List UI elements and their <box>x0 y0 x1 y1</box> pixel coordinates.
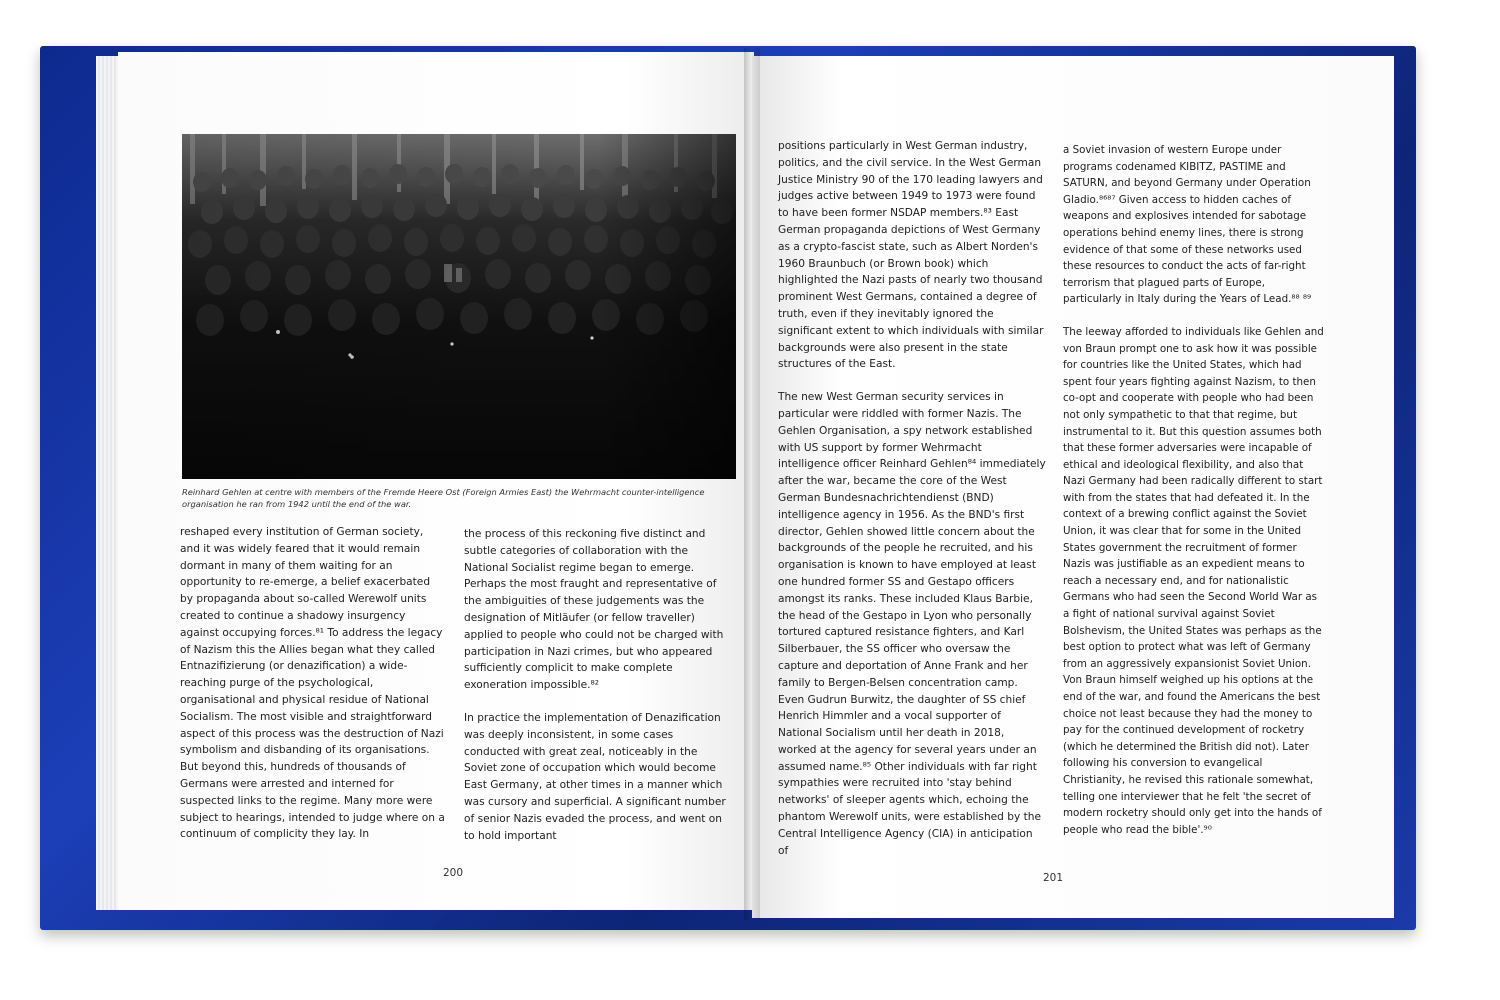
paragraph: a Soviet invasion of western Europe under programs codenamed KIBITZ, PASTIME and SATURN, and beyond Germany under Operation Gladio.⁸⁶⁸⁷ Given access to hidden caches of weapons and explosives intended for sabotage operations behind enemy lines, there is strong evidence of that some of these networks used these resources to conduct the acts of far-right terrorism that plagued parts of Europe, particularly in Italy during the Years of Lead.⁸⁸ ⁸⁹ <box>1063 144 1312 306</box>
book-spine <box>744 48 760 920</box>
photo-caption: Reinhard Gehlen at centre with members of the Fremde Heere Ost (Foreign Armies East) the Wehrmacht counter-intelligence organisation he ran from 1942 until the end of the war. <box>182 487 705 509</box>
paragraph: positions particularly in West German industry, politics, and the civil service. In the West German Justice Ministry 90 of the 170 leading lawyers and judges active between 1949 to 1973 were found to have been former NSDAP members.⁸³ East German propaganda depictions of West Germany as a crypto-fascist state, such as Albert Norden's 1960 Braunbuch (or Brown book) which highlighted the Nazi pasts of nearly two thousand prominent West Germans, contained a degree of truth, even if they inevitably ignored the significant extent to which individuals with similar backgrounds were also present in the state structures of the East. <box>778 140 1044 371</box>
paragraph: the process of this reckoning five distinct and subtle categories of collaboration with the National Socialist regime began to emerge. Perhaps the most fraught and representative of the ambiguities of these judgements was the designation of Mitläufer (or fellow traveller) applied to people who could not be charged with participation in Nazi crimes, but who appeared sufficiently complicit to make complete exoneration impossible.⁸² <box>464 528 724 692</box>
historical-photo <box>182 134 736 479</box>
page-number: 200 <box>443 867 464 879</box>
page-number: 201 <box>1043 872 1064 884</box>
paragraph: In practice the implementation of Denazification was deeply inconsistent, in some cases conducted with great zeal, noticeably in the Soviet zone of occupation which would become East Germany, at other times in a manner which was cursory and superficial. A significant number of senior Nazis evaded the process, and went on to hold important <box>464 711 726 842</box>
paragraph: The leeway afforded to individuals like Gehlen and von Braun prompt one to ask how it was possible for countries like the United States, which had spent four years fighting against Nazism, to then co-opt and cooperate with people who had been not only sympathetic to that that regime, but instrumental to it. But this question assumes both that these former adversaries were incapable of ethical and ideological flexibility, and also that Nazi Germany had been radically different to start with from the states that had defeated it. In the context of a brewing conflict against the Soviet Union, it was clear that for some in the United States government the recruitment of former Nazis was justifiable as an expedient means to reach a necessary end, and for nationalistic Germans who had seen the Second World War as a fight of national survival against Soviet Bolshevism, the United States was perhaps as the best option to protect what was left of Germany from an aggressively expansionist Soviet Union. Von Braun himself weighed up his options at the end of the war, and found the Americans the best choice not least because they had the money to pay for the continued development of rocketry (which he determined the British did not). Later following his conversion to evangelical Christianity, he revised this rationale somewhat, telling one interviewer that he felt 'the secret of modern rocketry should only get into the hands of people who read the bible'.⁹⁰ <box>1063 325 1324 836</box>
left-column-b <box>464 526 726 844</box>
right-column-b <box>1063 142 1325 838</box>
paragraph: reshaped every institution of German society, and it was widely feared that it would remain dormant in many of them waiting for an opportunity to re-emerge, a belief exacerbated by propaganda about so-called Werewolf units created to continue a shadowy insurgency against occupying forces.⁸¹ To address the legacy of Nazism this the Allies began what they called Entnazifizierung (or denazification) a wide-reaching purge of the psychological, organisational and physical residue of National Socialism. The most visible and straightforward aspect of this process was the destruction of Nazi symbolism and disbanding of its organisations. But beyond this, hundreds of thousands of Germans were arrested and interned for suspected links to the regime. Many more were subject to hearings, intended to judge where on a continuum of complicity they lay. In <box>180 526 445 841</box>
paragraph: The new West German security services in particular were riddled with former Nazis. The Gehlen Organisation, a spy network established with US support by former Wehrmacht intelligence officer Reinhard Gehlen⁸⁴ immediately after the war, became the core of the West German Bundesnachrichtendienst (BND) intelligence agency in 1956. As the BND's first director, Gehlen showed little concern about the backgrounds of the people he recruited, and his organisation is known to have employed at least one hundred former SS and Gestapo officers amongst its ranks. These included Klaus Barbie, the head of the Gestapo in Lyon who personally tortured captured resistance fighters, and Karl Silberbauer, the SS officer who oversaw the capture and deportation of Anne Frank and her family to Bergen-Belsen concentration camp. Even Gudrun Burwitz, the daughter of SS chief Henrich Himmler and a vocal supporter of National Socialism until her death in 2018, worked at the agency for several years under an assumed name.⁸⁵ Other individuals with far right sympathies were recruited into 'stay behind networks' of sleeper agents which, echoing the phantom Werewolf units, were established by the Central Intelligence Agency (CIA) in anticipation of <box>778 391 1046 857</box>
right-column-a <box>778 138 1046 859</box>
left-column-a <box>180 524 446 843</box>
